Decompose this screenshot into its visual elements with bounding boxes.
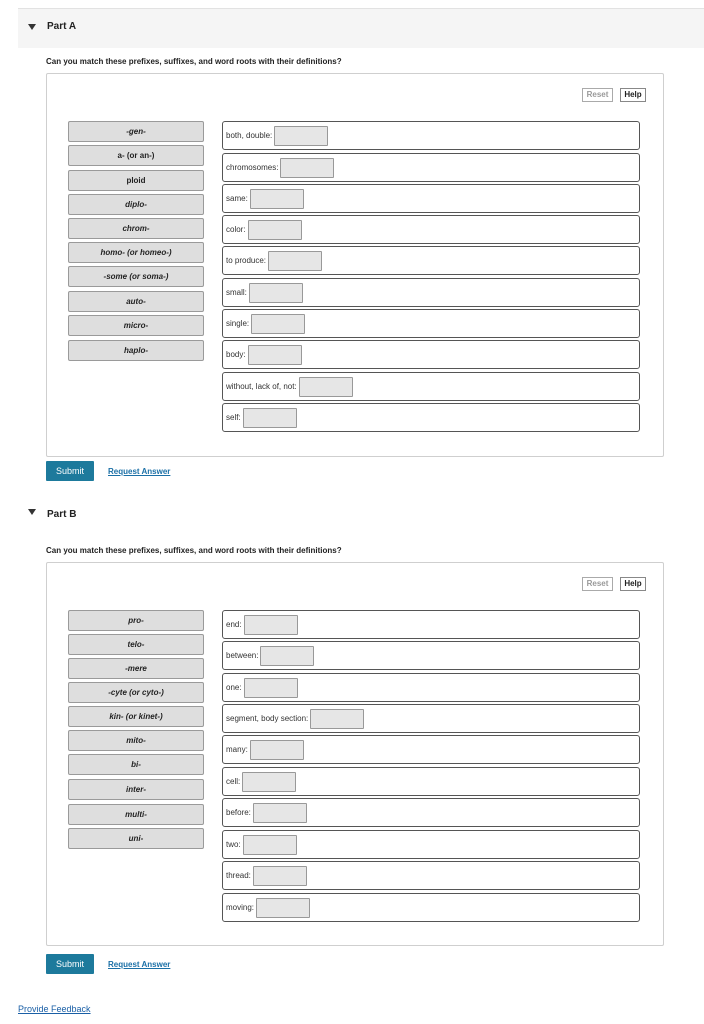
drop-target-row [222, 246, 640, 275]
drag-chip[interactable]: -mere [68, 658, 204, 679]
drag-chip[interactable]: diplo- [68, 194, 204, 215]
drop-target-row [222, 403, 640, 432]
drag-chip[interactable]: -some (or soma-) [68, 266, 204, 287]
collapse-triangle-icon[interactable] [28, 24, 36, 30]
definition-label: many: [226, 745, 248, 754]
definition-label: before: [226, 808, 251, 817]
definition-label: single: [226, 319, 250, 328]
definition-label: without, lack of, not: [226, 382, 297, 391]
reset-button[interactable]: Reset [582, 577, 613, 591]
drop-zone[interactable] [310, 709, 364, 729]
drop-target-row [222, 372, 640, 401]
drop-zone[interactable] [243, 835, 297, 855]
request-answer-link[interactable]: Request Answer [108, 960, 171, 969]
drop-target-row [222, 893, 640, 922]
drop-zone[interactable] [249, 283, 303, 303]
provide-feedback-link[interactable]: Provide Feedback [18, 1004, 91, 1014]
drop-zone[interactable] [242, 772, 296, 792]
definition-label: small: [226, 288, 247, 297]
definition-label: color: [226, 225, 246, 234]
request-answer-link[interactable]: Request Answer [108, 467, 171, 476]
part-a-panel [46, 73, 664, 457]
part-a-title: Part A [47, 21, 77, 32]
drag-chip[interactable]: ploid [68, 170, 204, 191]
definition-label: self: [226, 413, 241, 422]
part-b-header[interactable] [18, 494, 704, 533]
definition-label: same: [226, 194, 248, 203]
drop-zone[interactable] [251, 314, 305, 334]
drag-chip[interactable]: -gen- [68, 121, 204, 142]
part-a-header[interactable] [18, 9, 704, 48]
drag-chip[interactable]: -cyte (or cyto-) [68, 682, 204, 703]
part-b-panel [46, 562, 664, 946]
definition-label: to produce: [226, 256, 267, 265]
definition-label: chromosomes: [226, 163, 279, 172]
drop-target-row [222, 830, 640, 859]
definition-label: moving: [226, 903, 255, 912]
drop-zone[interactable] [260, 646, 314, 666]
drag-chip[interactable]: a- (or an-) [68, 145, 204, 166]
drop-target-row [222, 309, 640, 338]
drag-chip[interactable]: pro- [68, 610, 204, 631]
drop-zone[interactable] [256, 898, 310, 918]
drop-zone[interactable] [299, 377, 353, 397]
definition-label: both, double: [226, 131, 273, 140]
drop-zone[interactable] [248, 345, 302, 365]
drag-chip[interactable]: telo- [68, 634, 204, 655]
definition-label: end: [226, 620, 242, 629]
drag-chip[interactable]: chrom- [68, 218, 204, 239]
drop-target-row [222, 735, 640, 764]
drop-target-row [222, 153, 640, 182]
drop-target-row [222, 704, 640, 733]
drag-chip[interactable]: haplo- [68, 340, 204, 361]
drop-target-row [222, 861, 640, 890]
reset-button[interactable]: Reset [582, 88, 613, 102]
drop-zone[interactable] [250, 740, 304, 760]
definition-label: one: [226, 683, 242, 692]
part-b-question: Can you match these prefixes, suffixes, and word roots with their definitions? [46, 546, 342, 555]
drop-zone[interactable] [244, 615, 298, 635]
drop-zone[interactable] [248, 220, 302, 240]
drop-target-row [222, 673, 640, 702]
drag-chip[interactable]: uni- [68, 828, 204, 849]
drag-chip[interactable]: auto- [68, 291, 204, 312]
drag-chip[interactable]: bi- [68, 754, 204, 775]
drop-zone[interactable] [244, 678, 298, 698]
drop-target-row [222, 215, 640, 244]
part-b-title: Part B [47, 509, 77, 520]
drop-target-row [222, 184, 640, 213]
definition-label: thread: [226, 871, 251, 880]
definition-label: segment, body section: [226, 714, 309, 723]
drag-chip[interactable]: homo- (or homeo-) [68, 242, 204, 263]
submit-button[interactable]: Submit [46, 954, 94, 974]
help-button[interactable]: Help [620, 88, 646, 102]
drop-target-row [222, 767, 640, 796]
drag-chip[interactable]: micro- [68, 315, 204, 336]
drop-zone[interactable] [253, 803, 307, 823]
drag-chip[interactable]: mito- [68, 730, 204, 751]
drag-chip[interactable]: inter- [68, 779, 204, 800]
drop-target-row [222, 798, 640, 827]
collapse-triangle-icon[interactable] [28, 509, 36, 515]
drop-target-row [222, 641, 640, 670]
definition-label: body: [226, 350, 246, 359]
drag-chip[interactable]: kin- (or kinet-) [68, 706, 204, 727]
drag-chip[interactable]: multi- [68, 804, 204, 825]
drop-target-row [222, 121, 640, 150]
drop-target-row [222, 340, 640, 369]
drop-zone[interactable] [280, 158, 334, 178]
drop-zone[interactable] [243, 408, 297, 428]
definition-label: cell: [226, 777, 241, 786]
drop-zone[interactable] [253, 866, 307, 886]
part-a-question: Can you match these prefixes, suffixes, and word roots with their definitions? [46, 57, 342, 66]
definition-label: between: [226, 651, 259, 660]
definition-label: two: [226, 840, 241, 849]
drop-zone[interactable] [274, 126, 328, 146]
drop-zone[interactable] [268, 251, 322, 271]
submit-button[interactable]: Submit [46, 461, 94, 481]
drop-zone[interactable] [250, 189, 304, 209]
help-button[interactable]: Help [620, 577, 646, 591]
drop-target-row [222, 610, 640, 639]
drop-target-row [222, 278, 640, 307]
